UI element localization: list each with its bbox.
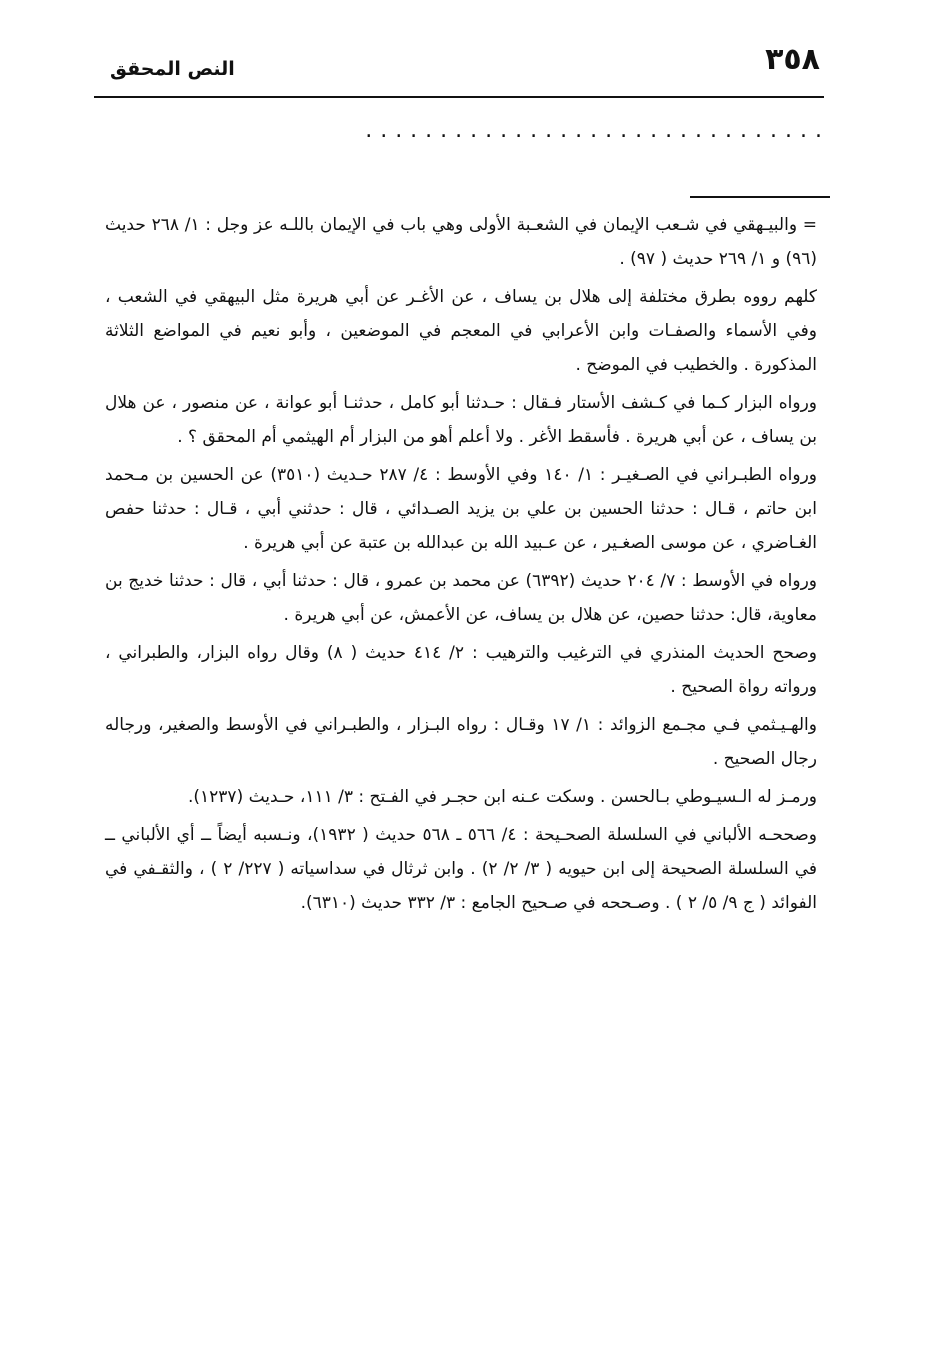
running-title: النص المحقق [110,58,235,80]
footnote-paragraph: ورواه في الأوسط : ٧/ ٢٠٤ حديث (٦٣٩٢) عن محمد بن عمرو ، قال : حدثنا أبي ، قال : حدثنا خديج بن معاوية، قال: حدثنا حصين، عن هلال بن يساف، عن الأعمش، عن أبي هريرة . [105,571,817,625]
footnote-paragraph: والهـيـثمي فـي مجـمع الزوائد : ١/ ١٧ وقـال : رواه البـزار ، والطبـراني في الأوسط والصغير، ورجاله رجال الصحيح . [105,715,817,769]
page-header [94,40,824,98]
footnote-paragraph: = والبيـهقي في شـعب الإيمان في الشعـبة الأولى وهي باب في الإيمان باللـه عز وجل : ١/ ٢٦٨ حديث (٩٦) و ١/ ٢٦٩ حديث ( ٩٧) . [105,215,817,269]
footnote-paragraph: ورواه البزار كـما في كـشف الأستار فـقال : حـدثنا أبو كامل ، حدثنـا أبو عوانة ، عن منصور ، عن هلال بن يساف ، عن أبي هريرة . فأسقط الأغر . ولا أعلم أهو من البزار أم الهيثمي أم المحقق ؟ . [105,393,817,447]
footnote-paragraph: ورمـز له الـسيـوطي بـالحسن . وسكت عـنه ابن حجـر في الفـتح : ٣/ ١١١، حـديث (١٢٣٧). [187,787,817,807]
footnote-paragraph: وصحح الحديث المنذري في الترغيب والترهيب : ٢/ ٤١٤ حديث ( ٨) وقال رواه البزار، والطبراني ، ورواته رواة الصحيح . [105,643,817,697]
footnote-paragraph: ورواه الطبـراني في الصـغيـر : ١/ ١٤٠ وفي الأوسط : ٤/ ٢٨٧ حـديث (٣٥١٠) عن الحسين بن مـحمد ابن حاتم ، قـال : حدثنا الحسين بن علي بن يزيد الصـدائي ، قال : حدثني أبي ، قـال : حدثنا حفص الغـاضري ، عن موسى الصغـير ، عن عـبيد الله بن عبدالله بن عتبة عن أبي هريرة . [105,465,818,553]
footnote-rule [690,196,830,198]
footnote-paragraph: كلهم رووه بطرق مختلفة إلى هلال بن يساف ، عن الأغـر عن أبي هريرة مثل البيهقي في الشعب ، وفي الأسماء والصفـات وابن الأعرابي في المعجم في الموضعين ، وأبو نعيم في المواضع الثلاثة المذكورة . والخطيب في الموضح . [105,287,817,375]
footnotes-block [105,208,817,924]
footnote-paragraph: وصححـه الألباني في السلسلة الصحـيحة : ٤/ ٥٦٦ ـ ٥٦٨ حديث ( ١٩٣٢)، ونـسبه أيضاً ــ أي الألباني ــ في السلسلة الصحيحة إلى ابن حيويه ( ٣/ ٢/ ٢) . وابن ثرثال في سداسياته ( ٢٢٧/ ٢ ) ، والثقـفي في الفوائد ( ج ٩/ ٥/ ٢ ) . وصـححه في صـحيح الجامع : ٣/ ٣٣٢ حديث (٦٣١٠). [105,825,818,913]
dotted-separator: ............................... [365,118,830,143]
page-number: ٣٥٨ [765,42,820,77]
